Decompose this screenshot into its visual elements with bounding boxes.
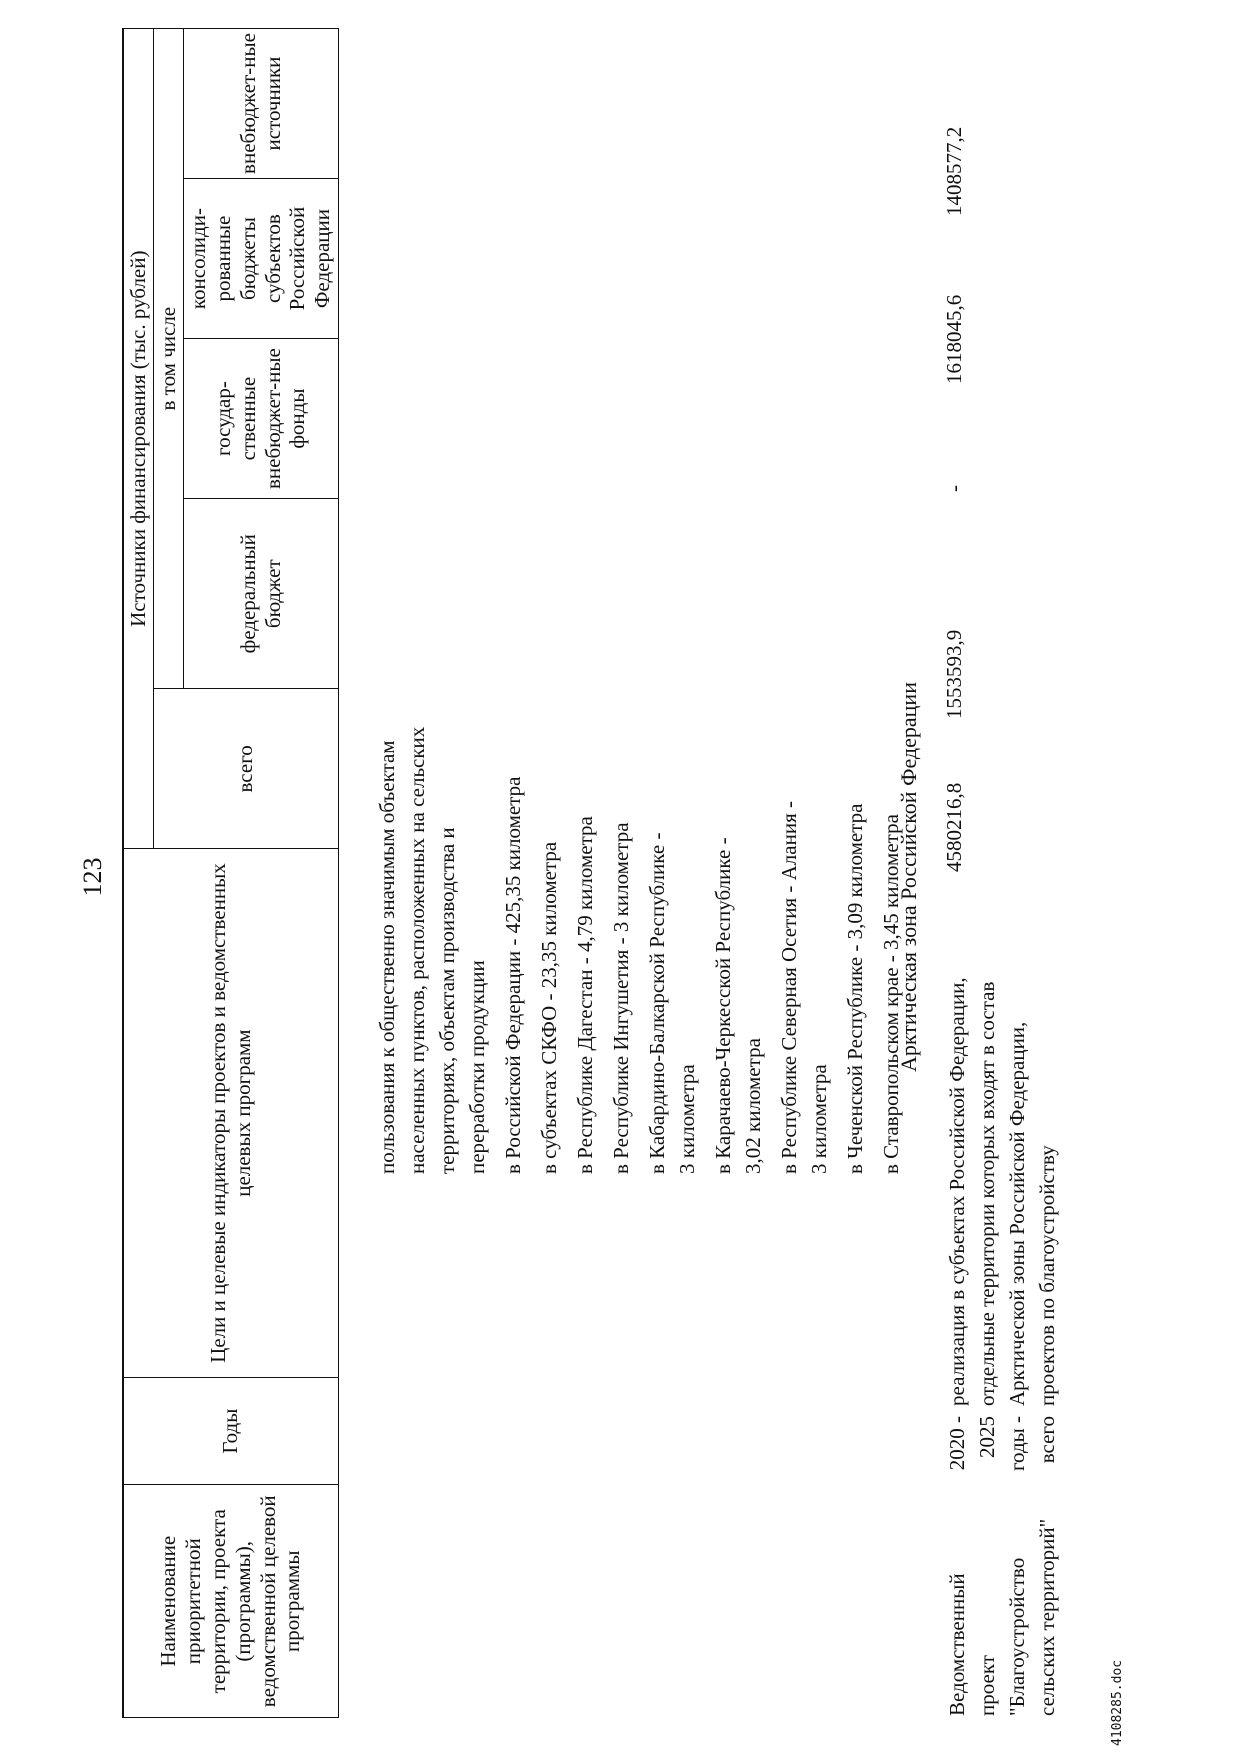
row-state-funds: - — [942, 485, 966, 492]
row-federal: 1553593,9 — [942, 629, 966, 719]
header-name: Наименование приоритетной территории, проекта (программы), ведомственной целевой программы — [123, 1485, 338, 1718]
header-goals: Цели и целевые индикаторы проектов и ведомственных целевых программ — [123, 849, 338, 1377]
text-line: всего — [1035, 1416, 1059, 1464]
table-header — [122, 28, 339, 1718]
list-item: в Ставропольском крае - 3,45 километра — [879, 814, 903, 1174]
text-line: отдельные территории которых входят в состав — [975, 981, 999, 1406]
row-goal — [942, 977, 1062, 1406]
text-line: Арктической зоны Российской Федерации, — [1005, 1021, 1029, 1406]
text-line: переработки продукции — [465, 960, 489, 1174]
list-item-cont: 3 километра — [675, 1064, 699, 1174]
list-item: в Республике Северная Осетия - Алания - — [777, 801, 801, 1174]
row-extrabudget: 1408577,2 — [942, 126, 966, 216]
list-item: в субъектах СКФО - 23,35 километра — [537, 841, 561, 1174]
text-line: населенных пунктов, расположенных на сельских — [405, 726, 429, 1174]
document-id: 4108285.doc — [1110, 1659, 1125, 1746]
text-line: 2020 - — [945, 1416, 969, 1471]
header-total: всего — [153, 689, 338, 849]
text-line: Ведомственный — [945, 1573, 969, 1716]
header-extrabudget: внебюджет-ные источники — [183, 29, 338, 179]
header-state-funds: государ-ственные внебюджет-ные фонды — [183, 339, 338, 499]
list-item-cont: 3 километра — [807, 1064, 831, 1174]
header-including: в том числе — [153, 29, 183, 689]
header-funding: Источники финансирования (тыс. рублей) — [123, 29, 153, 849]
text-line: 2025 — [975, 1416, 999, 1458]
row-name — [942, 1519, 1062, 1716]
header-federal: федеральный бюджет — [183, 499, 338, 689]
row-regional: 1618045,6 — [942, 294, 966, 384]
list-item: в Республике Ингушетия - 3 километра — [609, 822, 633, 1174]
section-title: Арктическая зона Российской Федерации — [896, 682, 921, 1072]
header-regional: консолиди-рованные бюджеты субъектов Российской Федерации — [183, 179, 338, 339]
list-item: в Чеченской Республике - 3,09 километра — [843, 803, 867, 1174]
text-line: проектов по благоустройству — [1035, 1145, 1059, 1406]
text-line: пользования к общественно значимым объектам — [375, 740, 399, 1174]
text-line: проект — [975, 1655, 999, 1716]
text-line: годы - — [1005, 1416, 1029, 1472]
goal-continuation — [372, 614, 906, 1174]
list-item: в Республике Дагестан - 4,79 километра — [573, 816, 597, 1174]
text-line: территориях, объектам производства и — [435, 827, 459, 1174]
header-years: Годы — [123, 1377, 338, 1485]
page-number: 123 — [78, 857, 107, 897]
row-total: 4580216,8 — [942, 782, 966, 872]
list-item: в Карачаево-Черкесской Республике - — [711, 837, 735, 1174]
list-item: в Кабардино-Балкарской Республике - — [645, 832, 669, 1174]
list-item-cont: 3,02 километра — [741, 1038, 765, 1174]
text-line: реализация в субъектах Российской Федерации, — [945, 977, 969, 1406]
list-item: в Российской Федерации - 425,35 километра — [501, 776, 525, 1174]
text-line: "Благоустройство — [1005, 1557, 1029, 1716]
text-line: сельских территорий" — [1035, 1518, 1059, 1716]
row-years — [942, 1416, 1062, 1482]
